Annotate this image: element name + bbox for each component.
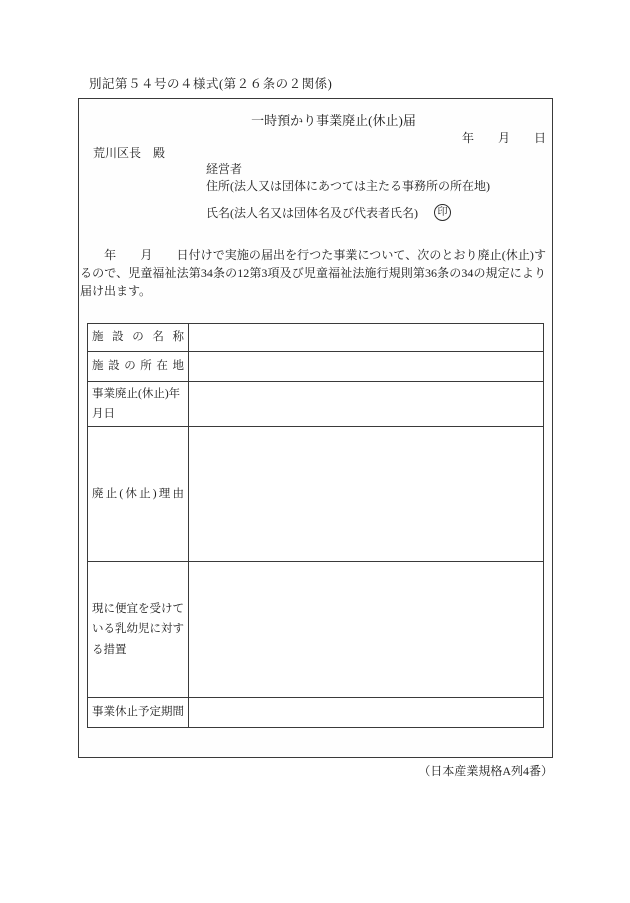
submission-date-line[interactable]: 年 月 日	[461, 131, 546, 145]
row-label-suspension-period: 事業休止予定期間	[88, 698, 189, 727]
table-row	[88, 324, 543, 352]
row-label-abolition-reason: 廃止(休止)理由	[88, 427, 189, 561]
form-code-label: 別記第５４号の４様式(第２６条の２関係)	[89, 77, 333, 91]
seal-stamp-icon: 印	[434, 204, 451, 221]
table-row	[88, 382, 543, 427]
row-value-abolition-reason[interactable]	[189, 427, 543, 561]
addressee-line: 荒川区長 殿	[93, 146, 166, 160]
operator-name-label: 氏名(法人名又は団体名及び代表者氏名)	[206, 206, 418, 220]
row-value-abolition-date[interactable]	[189, 382, 543, 426]
row-value-suspension-period[interactable]	[189, 698, 543, 727]
row-label-abolition-date: 事業廃止(休止)年月日	[88, 382, 189, 426]
operator-name-row[interactable]	[206, 204, 451, 221]
row-value-facility-name[interactable]	[189, 324, 543, 351]
row-label-measures-for-infants: 現に便宜を受けている乳幼児に対する措置	[88, 562, 189, 697]
operator-address-label[interactable]: 住所(法人又は団体にあつては主たる事務所の所在地)	[206, 179, 490, 193]
row-label-facility-location: 施設の所在地	[88, 352, 189, 381]
paper-size-note: （日本産業規格A列4番）	[418, 764, 553, 778]
table-row	[88, 698, 543, 727]
table-row	[88, 427, 543, 562]
form-title: 一時預かり事業廃止(休止)届	[251, 113, 416, 128]
row-value-measures-for-infants[interactable]	[189, 562, 543, 697]
table-row	[88, 352, 543, 382]
table-row	[88, 562, 543, 698]
row-value-facility-location[interactable]	[189, 352, 543, 381]
row-label-facility-name: 施設の名称	[88, 324, 189, 351]
operator-role-label: 経営者	[206, 162, 243, 176]
declaration-paragraph: 年 月 日付けで実施の届出を行つた事業について、次のとおり廃止(休止)するので、児童福祉法第34条の12第3項及び児童福祉法施行規則第36条の34の規定により届け出ます。	[80, 248, 546, 298]
form-table	[87, 323, 544, 728]
